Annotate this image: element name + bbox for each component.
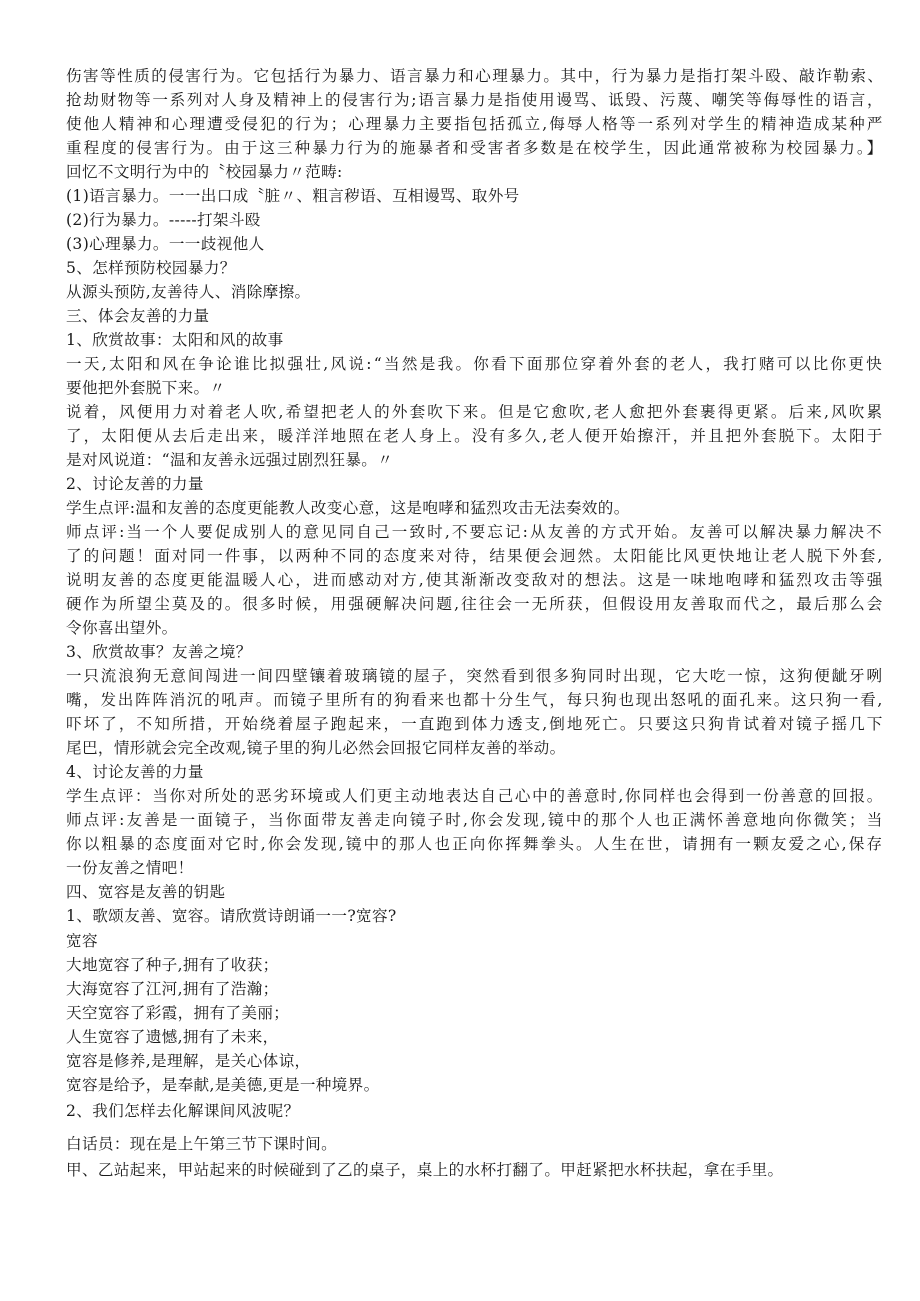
text-line: 吓坏了，不知所措，开始绕着屋子跑起来，一直跑到体力透支,倒地死亡。只要这只狗肯试着对镜子摇几下 (66, 715, 885, 733)
text-line: 嘴，发出阵阵消沉的吼声。而镜子里所有的狗看来也都十分生气，每只狗也现出怒吼的面孔来。这只狗一看, (66, 691, 885, 709)
text-line: 师点评:友善是一面镜子，当你面带友善走向镜子时,你会发现,镜中的那个人也正满怀善意地向你微笑；当 (66, 811, 885, 829)
text-line: 尾巴，情形就会完全改观,镜子里的狗儿必然会回报它同样友善的举动。 (66, 739, 566, 757)
text-line: 2、讨论友善的力量 (66, 475, 204, 493)
text-line: 了的问题！面对同一件事，以两种不同的态度来对待，结果便会迥然。太阳能比风更快地让老人脱下外套, (66, 547, 885, 565)
text-line: 回忆不文明行为中的〝校园暴力〃范畴: (66, 163, 343, 181)
text-line: 说明友善的态度更能温暖人心，进而感动对方,使其渐渐改变敌对的想法。这是一味地咆哮和猛烈攻击等强 (66, 571, 885, 589)
text-line: (2)行为暴力。-----打架斗殴 (66, 211, 261, 229)
text-line: 大海宽容了江河,拥有了浩瀚； (66, 980, 279, 998)
text-line: 令你喜出望外。 (66, 619, 178, 637)
text-line: (3)心理暴力。一一歧视他人 (66, 235, 265, 253)
text-line: 伤害等性质的侵害行为。它包括行为暴力、语言暴力和心理暴力。其中，行为暴力是指打架斗殴、敲诈勒索、 (66, 67, 885, 85)
text-line: 5、怎样预防校园暴力？ (66, 259, 236, 277)
text-line: 抢劫财物等一系列对人身及精神上的侵害行为;语言暴力是指使用谩骂、诋毁、污蔑、嘲笑等侮辱性的语言， (66, 91, 885, 109)
text-line: 1、欣赏故事：太阳和风的故事 (66, 331, 284, 349)
text-line: 宽容 (66, 932, 98, 950)
text-line: 宽容是修养,是理解，是关心体谅， (66, 1052, 311, 1070)
text-line: 四、宽容是友善的钥匙 (66, 883, 226, 901)
text-line: 你以粗暴的态度面对它时,你会发现,镜中的那人也正向你挥舞拳头。人生在世，请拥有一颗友爱之心,保存 (66, 835, 885, 853)
text-line: 重程度的侵害行为。由于这三种暴力行为的施暴者和受害者多数是在校学生，因此通常被称为校园暴力。】 (66, 139, 885, 157)
text-line: 硬作为所望尘莫及的。很多时候，用强硬解决问题,往往会一无所获，但假设用友善取而代之，最后那么会 (66, 595, 885, 613)
text-line: 4、讨论友善的力量 (66, 763, 204, 781)
text-line: 2、我们怎样去化解课间风波呢？ (66, 1102, 300, 1120)
text-line: 是对风说道：“温和友善永远强过剧烈狂暴。〃 (66, 451, 394, 469)
text-line: 说着，风便用力对着老人吹,希望把老人的外套吹下来。但是它愈吹,老人愈把外套裹得更紧。后来,风吹累 (66, 403, 885, 421)
text-line: 一份友善之情吧！ (66, 859, 194, 877)
text-line: 学生点评：当你对所处的恶劣环境或人们更主动地表达自己心中的善意时,你同样也会得到一份善意的回报。 (66, 787, 885, 805)
text-line: 从源头预防,友善待人、消除摩擦。 (66, 283, 311, 301)
text-line: 三、体会友善的力量 (66, 307, 210, 325)
text-line: 甲、乙站起来，甲站起来的时候碰到了乙的桌子，桌上的水杯打翻了。甲赶紧把水杯扶起，拿在手里。 (66, 1161, 784, 1179)
text-line: 人生宽容了遗憾,拥有了未来， (66, 1028, 279, 1046)
text-line: 1、歌颂友善、宽容。请欣赏诗朗诵一一?宽容? (66, 907, 397, 925)
text-line: 大地宽容了种子,拥有了收获； (66, 956, 279, 974)
text-line: 要他把外套脱下来。〃 (66, 379, 226, 397)
text-line: 一只流浪狗无意间闯进一间四壁镶着玻璃镜的屋子，突然看到很多狗同时出现，它大吃一惊，这狗便龇牙咧 (66, 667, 884, 685)
text-line: 白话员：现在是上午第三节下课时间。 (66, 1135, 338, 1153)
text-line: 一天,太阳和风在争论谁比拟强壮,风说:“当然是我。你看下面那位穿着外套的老人，我打赌可以比你更快 (66, 355, 885, 373)
text-line: 学生点评:温和友善的态度更能教人改变心意，这是咆哮和猛烈攻击无法奏效的。 (66, 499, 630, 517)
text-line: 天空宽容了彩霞，拥有了美丽； (66, 1004, 290, 1022)
text-line: 3、欣赏故事？友善之境？ (66, 643, 252, 661)
text-line: 了，太阳便从去后走出来，暖洋洋地照在老人身上。没有多久,老人便开始擦汗，并且把外套脱下。太阳于 (66, 427, 885, 445)
text-line: 使他人精神和心理遭受侵犯的行为；心理暴力主要指包括孤立,侮辱人格等一系列对学生的精神造成某种严 (66, 115, 885, 133)
text-line: 师点评:当一个人要促成别人的意见同自己一致时,不要忘记:从友善的方式开始。友善可以解决暴力解决不 (66, 523, 884, 541)
text-line: 宽容是给予，是奉献,是美德,更是一种境界。 (66, 1076, 380, 1094)
text-line: (1)语言暴力。一一出口成〝脏〃、粗言秽语、互相谩骂、取外号 (66, 187, 520, 205)
